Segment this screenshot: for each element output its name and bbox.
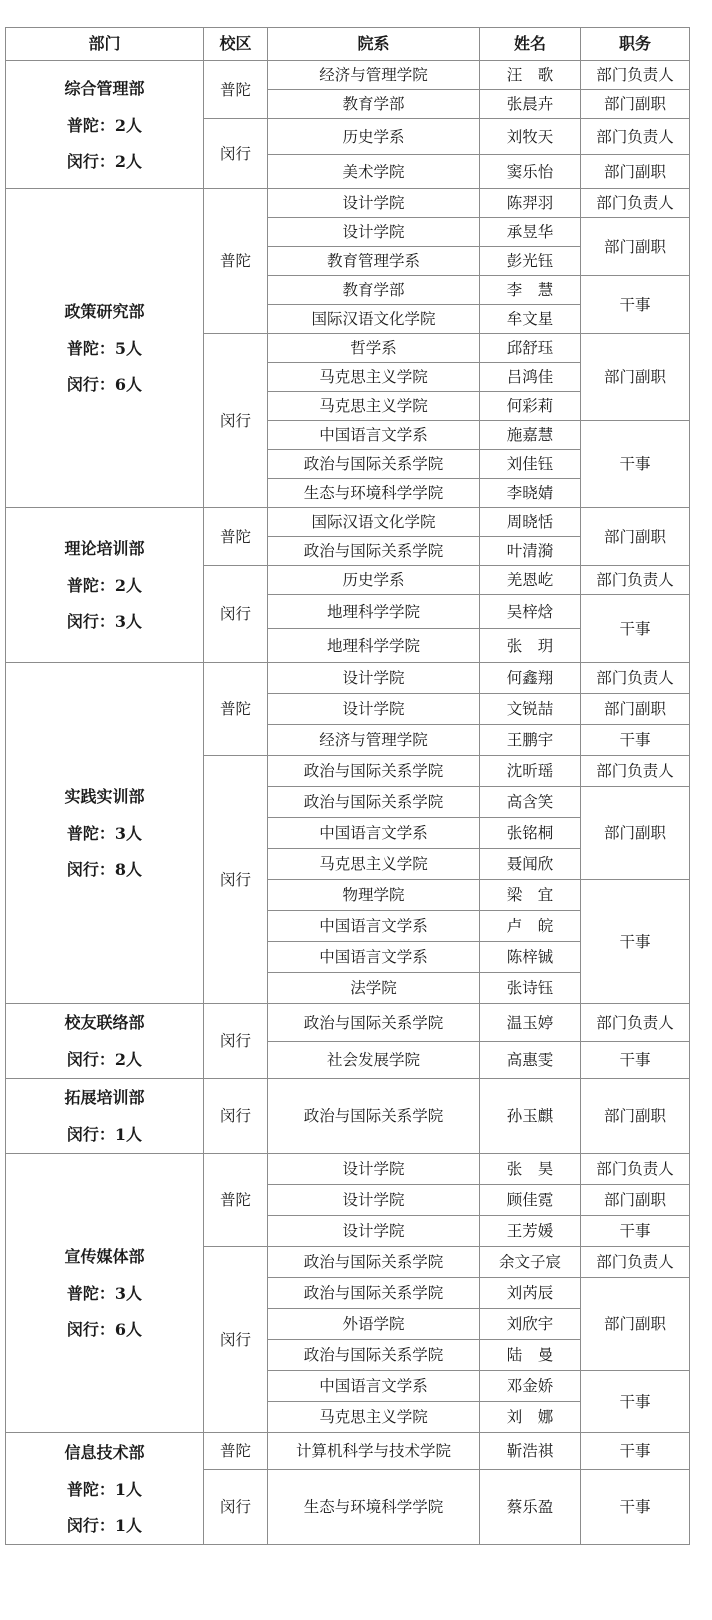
- roster-table-wrapper: [5, 27, 689, 1545]
- name-cell: 刘欣宇: [480, 1309, 581, 1340]
- name-cell: 高惠雯: [480, 1042, 581, 1079]
- school-cell: 政治与国际关系学院: [268, 450, 480, 479]
- school-cell: 国际汉语文化学院: [268, 508, 480, 537]
- name-cell: 刘牧天: [480, 119, 581, 155]
- school-cell: 设计学院: [268, 1154, 480, 1185]
- name-cell: 邓金娇: [480, 1371, 581, 1402]
- school-cell: 中国语言文学系: [268, 818, 480, 849]
- name-cell: 陈梓铖: [480, 942, 581, 973]
- campus-cell: 普陀: [204, 508, 268, 566]
- department-count: 闵行：3人: [66, 612, 143, 631]
- school-cell: 政治与国际关系学院: [268, 537, 480, 566]
- school-cell: 马克思主义学院: [268, 849, 480, 880]
- name-cell: 张铭桐: [480, 818, 581, 849]
- role-cell: 部门副职: [581, 90, 690, 119]
- school-cell: 政治与国际关系学院: [268, 1247, 480, 1278]
- department-count: 普陀：5人: [66, 339, 143, 358]
- campus-cell: 普陀: [204, 1433, 268, 1470]
- department-count: 普陀：2人: [66, 115, 143, 135]
- school-cell: 生态与环境科学学院: [268, 1470, 480, 1545]
- school-cell: 教育管理学系: [268, 247, 480, 276]
- name-cell: 卢 皖: [480, 911, 581, 942]
- role-cell: 干事: [581, 1216, 690, 1247]
- department-count: 闵行：2人: [66, 151, 143, 171]
- name-cell: 刘 娜: [480, 1402, 581, 1433]
- role-cell: 部门负责人: [581, 119, 690, 155]
- department-cell: [6, 1154, 204, 1433]
- role-cell: 部门负责人: [581, 566, 690, 595]
- school-cell: 经济与管理学院: [268, 61, 480, 90]
- name-cell: 周晓恬: [480, 508, 581, 537]
- school-cell: 政治与国际关系学院: [268, 787, 480, 818]
- table-row: [6, 1433, 690, 1470]
- department-count: 闵行：8人: [66, 860, 143, 879]
- name-cell: 施嘉慧: [480, 421, 581, 450]
- table-row: [6, 189, 690, 218]
- header-role: 职务: [581, 28, 690, 61]
- department-name: 信息技术部: [64, 1442, 145, 1462]
- school-cell: 美术学院: [268, 155, 480, 189]
- name-cell: 张诗钰: [480, 973, 581, 1004]
- school-cell: 外语学院: [268, 1309, 480, 1340]
- table-row: [6, 508, 690, 537]
- name-cell: 李 慧: [480, 276, 581, 305]
- name-cell: 陆 曼: [480, 1340, 581, 1371]
- name-cell: 何鑫翔: [480, 663, 581, 694]
- campus-cell: 普陀: [204, 663, 268, 756]
- role-cell: 干事: [581, 725, 690, 756]
- department-cell: [6, 61, 204, 189]
- name-cell: 承昱华: [480, 218, 581, 247]
- department-name: 理论培训部: [64, 539, 145, 558]
- role-cell: 部门副职: [581, 218, 690, 276]
- department-cell: [6, 189, 204, 508]
- campus-cell: 闵行: [204, 756, 268, 1004]
- header-campus: 校区: [204, 28, 268, 61]
- department-name: 宣传媒体部: [64, 1247, 145, 1266]
- campus-cell: 普陀: [204, 61, 268, 119]
- role-cell: 部门副职: [581, 787, 690, 880]
- role-cell: 部门负责人: [581, 189, 690, 218]
- name-cell: 余文子宸: [480, 1247, 581, 1278]
- school-cell: 教育学部: [268, 276, 480, 305]
- header-name: 姓名: [480, 28, 581, 61]
- role-cell: 部门副职: [581, 694, 690, 725]
- name-cell: 温玉婷: [480, 1004, 581, 1042]
- department-count: 闵行：6人: [66, 1320, 143, 1339]
- department-name: 拓展培训部: [64, 1088, 145, 1107]
- role-cell: 干事: [581, 1470, 690, 1545]
- school-cell: 政治与国际关系学院: [268, 1340, 480, 1371]
- name-cell: 彭光钰: [480, 247, 581, 276]
- school-cell: 设计学院: [268, 694, 480, 725]
- role-cell: 部门负责人: [581, 1154, 690, 1185]
- role-cell: 部门负责人: [581, 663, 690, 694]
- school-cell: 中国语言文学系: [268, 911, 480, 942]
- school-cell: 经济与管理学院: [268, 725, 480, 756]
- name-cell: 文锐喆: [480, 694, 581, 725]
- roster-table: [5, 27, 690, 1545]
- header-department: 部门: [6, 28, 204, 61]
- school-cell: 设计学院: [268, 189, 480, 218]
- name-cell: 窦乐怡: [480, 155, 581, 189]
- name-cell: 张 玥: [480, 629, 581, 663]
- name-cell: 何彩莉: [480, 392, 581, 421]
- school-cell: 中国语言文学系: [268, 421, 480, 450]
- name-cell: 吕鸿佳: [480, 363, 581, 392]
- school-cell: 物理学院: [268, 880, 480, 911]
- table-row: [6, 1079, 690, 1154]
- department-count: 闵行：1人: [66, 1125, 143, 1144]
- campus-cell: 闵行: [204, 566, 268, 663]
- role-cell: 部门负责人: [581, 1004, 690, 1042]
- campus-cell: 闵行: [204, 1079, 268, 1154]
- department-name: 实践实训部: [64, 787, 145, 806]
- header-school: 院系: [268, 28, 480, 61]
- school-cell: 哲学系: [268, 334, 480, 363]
- role-cell: 部门副职: [581, 508, 690, 566]
- school-cell: 政治与国际关系学院: [268, 1278, 480, 1309]
- name-cell: 邱舒珏: [480, 334, 581, 363]
- role-cell: 干事: [581, 595, 690, 663]
- role-cell: 部门副职: [581, 334, 690, 421]
- school-cell: 社会发展学院: [268, 1042, 480, 1079]
- name-cell: 吴梓焓: [480, 595, 581, 629]
- school-cell: 马克思主义学院: [268, 1402, 480, 1433]
- name-cell: 陈羿羽: [480, 189, 581, 218]
- name-cell: 张晨卉: [480, 90, 581, 119]
- campus-cell: 闵行: [204, 119, 268, 189]
- department-count: 普陀：2人: [66, 576, 143, 595]
- campus-cell: 闵行: [204, 1247, 268, 1433]
- school-cell: 历史学系: [268, 119, 480, 155]
- name-cell: 梁 宜: [480, 880, 581, 911]
- school-cell: 地理科学学院: [268, 629, 480, 663]
- department-name: 政策研究部: [64, 302, 145, 321]
- name-cell: 汪 歌: [480, 61, 581, 90]
- name-cell: 顾佳霓: [480, 1185, 581, 1216]
- name-cell: 李晓婧: [480, 479, 581, 508]
- name-cell: 刘芮辰: [480, 1278, 581, 1309]
- department-count: 闵行：2人: [66, 1050, 143, 1069]
- department-count: 普陀：3人: [66, 824, 143, 843]
- role-cell: 干事: [581, 1042, 690, 1079]
- name-cell: 刘佳钰: [480, 450, 581, 479]
- name-cell: 羌恩屹: [480, 566, 581, 595]
- name-cell: 高含笑: [480, 787, 581, 818]
- role-cell: 干事: [581, 1433, 690, 1470]
- name-cell: 王芳媛: [480, 1216, 581, 1247]
- campus-cell: 闵行: [204, 1470, 268, 1545]
- campus-cell: 闵行: [204, 334, 268, 508]
- department-cell: [6, 663, 204, 1004]
- name-cell: 沈昕瑶: [480, 756, 581, 787]
- table-row: [6, 61, 690, 90]
- role-cell: 部门副职: [581, 1278, 690, 1371]
- role-cell: 干事: [581, 276, 690, 334]
- role-cell: 部门负责人: [581, 756, 690, 787]
- department-count: 普陀：3人: [66, 1284, 143, 1303]
- school-cell: 政治与国际关系学院: [268, 1004, 480, 1042]
- department-cell: [6, 508, 204, 663]
- role-cell: 部门负责人: [581, 1247, 690, 1278]
- campus-cell: 普陀: [204, 1154, 268, 1247]
- role-cell: 部门副职: [581, 1185, 690, 1216]
- school-cell: 国际汉语文化学院: [268, 305, 480, 334]
- campus-cell: 普陀: [204, 189, 268, 334]
- table-row: [6, 1004, 690, 1042]
- school-cell: 设计学院: [268, 1185, 480, 1216]
- role-cell: 干事: [581, 880, 690, 1004]
- name-cell: 聂闻欣: [480, 849, 581, 880]
- department-cell: [6, 1079, 204, 1154]
- campus-cell: 闵行: [204, 1004, 268, 1079]
- name-cell: 孙玉麒: [480, 1079, 581, 1154]
- name-cell: 蔡乐盈: [480, 1470, 581, 1545]
- school-cell: 计算机科学与技术学院: [268, 1433, 480, 1470]
- department-count: 闵行：1人: [66, 1515, 143, 1535]
- name-cell: 王鹏宇: [480, 725, 581, 756]
- school-cell: 马克思主义学院: [268, 363, 480, 392]
- table-row: [6, 663, 690, 694]
- role-cell: 部门负责人: [581, 61, 690, 90]
- school-cell: 马克思主义学院: [268, 392, 480, 421]
- school-cell: 政治与国际关系学院: [268, 756, 480, 787]
- school-cell: 中国语言文学系: [268, 942, 480, 973]
- department-count: 闵行：6人: [66, 375, 143, 394]
- header-row: [6, 28, 690, 61]
- school-cell: 设计学院: [268, 1216, 480, 1247]
- school-cell: 教育学部: [268, 90, 480, 119]
- role-cell: 干事: [581, 1371, 690, 1433]
- department-cell: [6, 1433, 204, 1545]
- role-cell: 部门副职: [581, 155, 690, 189]
- school-cell: 中国语言文学系: [268, 1371, 480, 1402]
- role-cell: 部门副职: [581, 1079, 690, 1154]
- school-cell: 设计学院: [268, 663, 480, 694]
- school-cell: 政治与国际关系学院: [268, 1079, 480, 1154]
- school-cell: 生态与环境科学学院: [268, 479, 480, 508]
- department-name: 校友联络部: [64, 1013, 145, 1032]
- role-cell: 干事: [581, 421, 690, 508]
- school-cell: 设计学院: [268, 218, 480, 247]
- department-count: 普陀：1人: [66, 1479, 143, 1499]
- table-row: [6, 1154, 690, 1185]
- school-cell: 地理科学学院: [268, 595, 480, 629]
- department-name: 综合管理部: [64, 78, 145, 98]
- name-cell: 叶清漪: [480, 537, 581, 566]
- name-cell: 牟文星: [480, 305, 581, 334]
- name-cell: 靳浩祺: [480, 1433, 581, 1470]
- department-cell: [6, 1004, 204, 1079]
- name-cell: 张 昊: [480, 1154, 581, 1185]
- school-cell: 法学院: [268, 973, 480, 1004]
- school-cell: 历史学系: [268, 566, 480, 595]
